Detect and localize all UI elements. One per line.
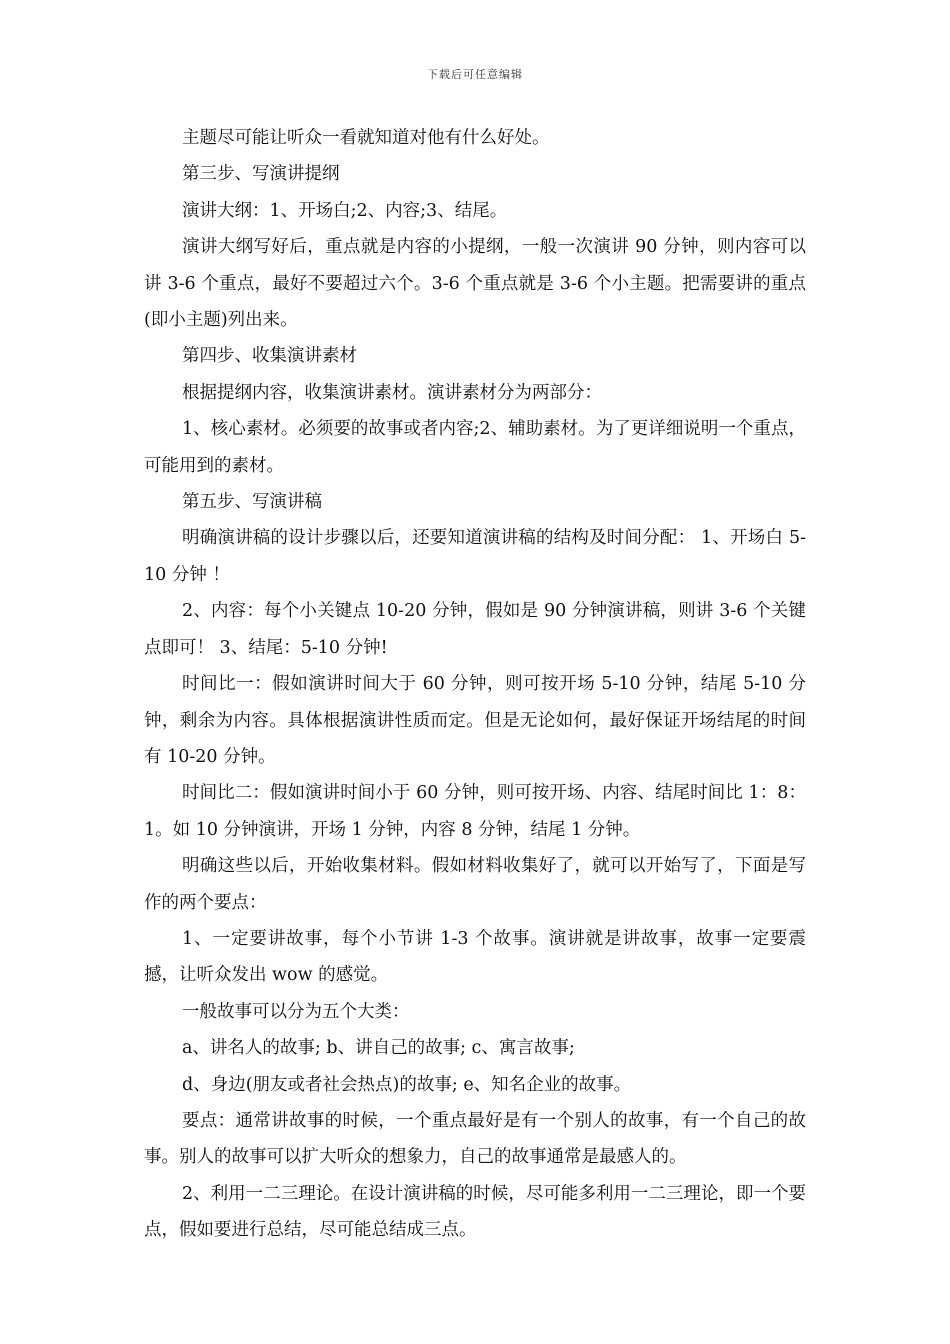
paragraph: 2、内容：每个小关键点 10-20 分钟，假如是 90 分钟演讲稿，则讲 3-6 个关键点即可！ 3、结尾：5-10 分钟! xyxy=(144,601,806,658)
paragraph: 根据提纲内容，收集演讲素材。演讲素材分为两部分： xyxy=(182,382,602,403)
paragraph: 时间比一：假如演讲时间大于 60 分钟，则可按开场 5-10 分钟，结尾 5-10 分钟，剩余为内容。具体根据演讲性质而定。但是无论如何，最好保证开场结尾的时间有 10-20 分钟。 xyxy=(144,674,806,767)
paragraph: 演讲大纲写好后，重点就是内容的小提纲，一般一次演讲 90 分钟，则内容可以讲 3-6 个重点，最好不要超过六个。3-6 个重点就是 3-6 个小主题。把需要讲的重点(即小主题)列出来。 xyxy=(144,237,806,331)
document-body xyxy=(144,120,806,1249)
paragraph: 1、核心素材。必须要的故事或者内容;2、辅助素材。为了更详细说明一个重点，可能用到的素材。 xyxy=(144,419,806,476)
paragraph: 主题尽可能让听众一看就知道对他有什么好处。 xyxy=(182,128,550,148)
paragraph: 演讲大纲：1、开场白;2、内容;3、结尾。 xyxy=(182,200,508,221)
paragraph: 时间比二：假如演讲时间小于 60 分钟，则可按开场、内容、结尾时间比 1：8：1。如 10 分钟演讲，开场 1 分钟，内容 8 分钟，结尾 1 分钟。 xyxy=(144,783,806,840)
paragraph: 要点：通常讲故事的时候，一个重点最好是有一个别人的故事，有一个自己的故事。别人的故事可以扩大听众的想象力，自己的故事通常是最感人的。 xyxy=(144,1110,806,1168)
header-note: 下载后可任意编辑 xyxy=(427,68,523,81)
section-heading: 第三步、写演讲提纲 xyxy=(182,164,340,185)
paragraph: 明确这些以后，开始收集材料。假如材料收集好了，就可以开始写了，下面是写作的两个要点： xyxy=(144,856,806,913)
list-item: d、身边(朋友或者社会热点)的故事; e、知名企业的故事。 xyxy=(182,1074,632,1095)
paragraph: 一般故事可以分为五个大类： xyxy=(182,1001,410,1022)
paragraph: 2、利用一二三理论。在设计演讲稿的时候，尽可能多利用一二三理论，即一个要点，假如要进行总结，尽可能总结成三点。 xyxy=(144,1183,806,1241)
paragraph: 1、一定要讲故事，每个小节讲 1-3 个故事。演讲就是讲故事，故事一定要震撼，让听众发出 wow 的感觉。 xyxy=(144,928,806,986)
paragraph: 明确演讲稿的设计步骤以后，还要知道演讲稿的结构及时间分配： 1、开场白 5-10 分钟 ！ xyxy=(144,528,806,585)
section-heading: 第四步、收集演讲素材 xyxy=(182,346,357,367)
section-heading: 第五步、写演讲稿 xyxy=(182,492,322,513)
list-item: a、讲名人的故事; b、讲自己的故事; c、寓言故事; xyxy=(182,1038,575,1059)
